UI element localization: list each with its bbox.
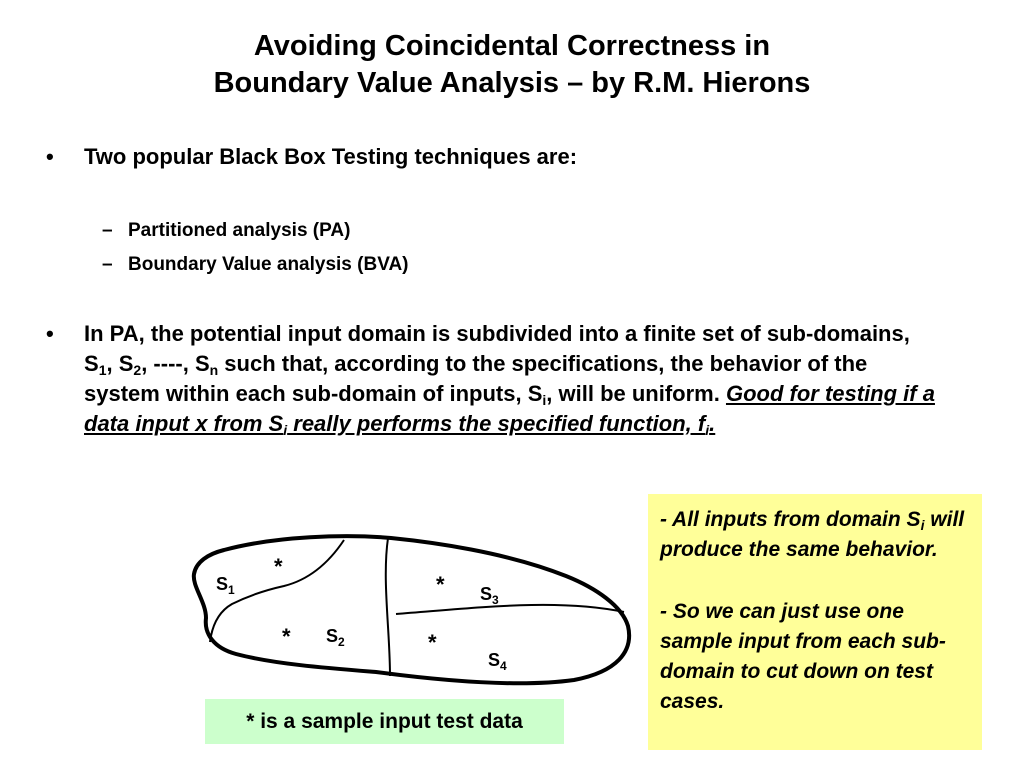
note-text: - All inputs from domain S <box>660 508 921 531</box>
note-callout-box <box>648 494 982 750</box>
sub-bullet-pa <box>102 214 728 248</box>
dash-mark: – <box>102 254 113 275</box>
bullet-text-part: , S <box>106 351 134 376</box>
note-text: will produce the same behavior. <box>660 508 965 561</box>
note-paragraph-1 <box>660 505 970 565</box>
bullet-text-part: , ----, S <box>141 351 210 376</box>
dash-mark: – <box>102 220 113 241</box>
subdomain-label-s1: $S_1$ <box>216 574 235 597</box>
sample-star: * <box>274 554 283 579</box>
emphasis-part: . <box>709 411 716 436</box>
subdomain-label-s2: $S_2$ <box>326 626 345 649</box>
bullet-text: Two popular Black Box Testing techniques are: <box>84 144 578 169</box>
slide-title-line-2: Boundary Value Analysis – by R.M. Hierons <box>213 67 811 99</box>
subscript: i <box>283 422 288 438</box>
domain-diagram <box>176 530 640 696</box>
note-paragraph-2: - So we can just use one sample input from each sub-domain to cut down on test cases. <box>660 600 946 713</box>
subscript: n <box>209 362 219 378</box>
boundary-s3-s4 <box>396 605 624 614</box>
subdomain-label-s4: $S_4$ <box>488 650 507 673</box>
bullet-text-part: , will be uniform. <box>546 381 726 406</box>
subscript: i <box>705 422 710 438</box>
slide-title-line-1: Avoiding Coincidental Correctness in <box>253 30 771 62</box>
subscript: i <box>920 517 925 533</box>
bullet-pa-description <box>46 319 944 439</box>
bullet-mark: • <box>46 321 54 346</box>
boundary-vertical <box>386 538 390 676</box>
subscript: 2 <box>133 362 142 378</box>
emphasis-part: Good for testing if a data input x from S <box>84 381 935 436</box>
bullet-text-part: such that, according to the specifications, the behavior of the system within each sub-domain of inputs, S <box>84 351 868 406</box>
sample-star: * <box>436 572 445 597</box>
subscript: 1 <box>98 362 107 378</box>
sub-bullet-text: Boundary Value analysis (BVA) <box>128 254 409 275</box>
emphasis-part: really performs the specified function, f <box>287 411 706 436</box>
domain-outline-svg <box>176 530 640 696</box>
subscript: i <box>542 392 547 408</box>
bullet-text-part: In PA, the potential input domain is subdivided into a finite set of sub-domains, S <box>84 321 910 376</box>
sub-bullet-bva <box>102 248 728 282</box>
subdomain-label-s3: $S_3$ <box>480 584 499 607</box>
domain-outline <box>194 536 629 683</box>
slide-title <box>0 28 1024 102</box>
sample-star: * <box>282 624 291 649</box>
sub-bullet-text: Partitioned analysis (PA) <box>128 220 351 241</box>
bullet-mark: • <box>46 144 54 169</box>
sample-star: * <box>428 630 437 655</box>
bullet-techniques <box>46 142 944 172</box>
legend-box: * is a sample input test data <box>205 699 564 744</box>
